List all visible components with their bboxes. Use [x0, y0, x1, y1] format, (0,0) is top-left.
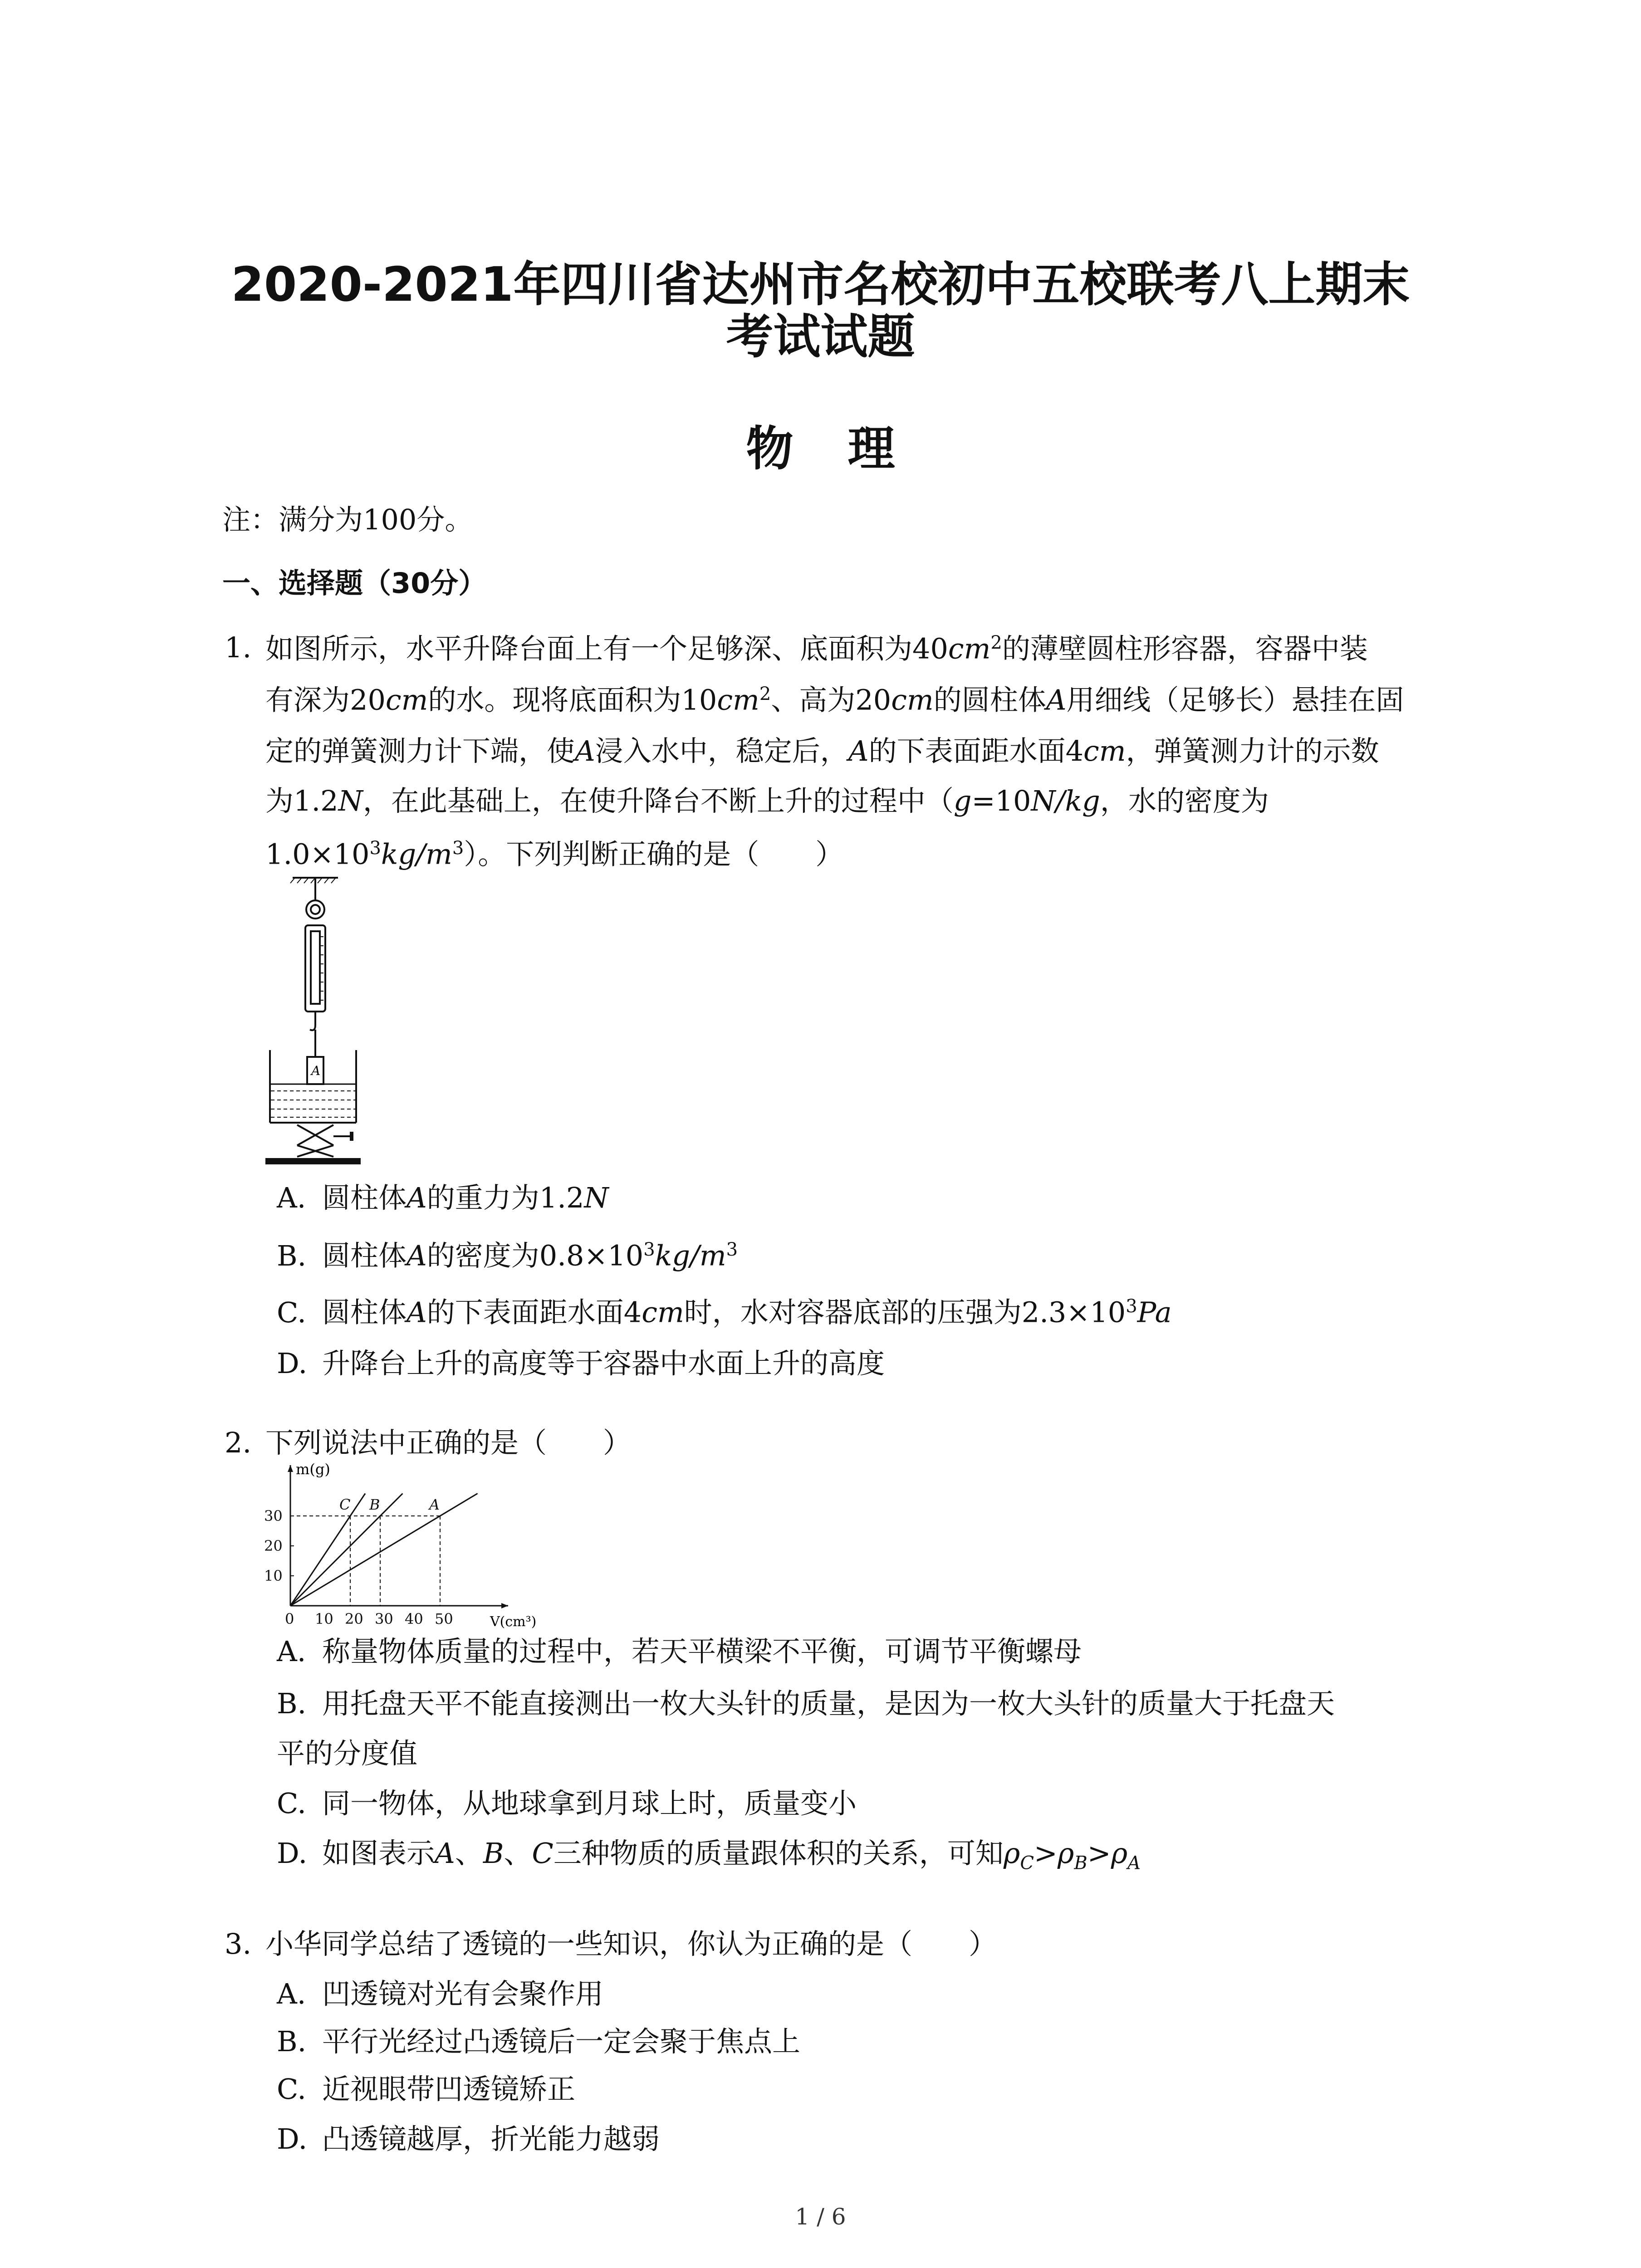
series-label-A: A [429, 1496, 440, 1513]
series-label-C: C [339, 1496, 351, 1513]
q1-line-2: 有深为20cm的水。现将底面积为$10cm^2$、高为20cm的圆柱体A用细线（足够长）悬挂在固 [265, 683, 1404, 717]
x-tick-label: 50 [435, 1610, 453, 1628]
q3-option-a: A. 凹透镜对光有会聚作用 [277, 1977, 604, 2010]
y-tick-label: 20 [264, 1537, 283, 1554]
spring-scale-figure [261, 873, 365, 1168]
q3-option-b: B. 平行光经过凸透镜后一定会聚于焦点上 [277, 2025, 801, 2058]
series-line-A [290, 1494, 478, 1606]
subject-heading [136, 411, 1505, 479]
x-axis-arrow [501, 1603, 508, 1608]
q1-line-5: $1.0\times 10^3kg/m^3$）。下列判断正确的是（ ） [265, 837, 844, 871]
q2-option-a: A. 称量物体质量的过程中，若天平横梁不平衡，可调节平衡螺母 [277, 1635, 1082, 1668]
x-tick-label: 30 [375, 1610, 393, 1628]
exam-title-line2: 考试试题 [726, 309, 915, 364]
q3-number: 3. [225, 1927, 252, 1960]
q1-line-1: 如图所示，水平升降台面上有一个足够深、底面积为$40cm^2$的薄壁圆柱形容器，容器中装 [265, 632, 1368, 665]
section-heading: 一、选择题（30分） [222, 567, 487, 600]
x-tick-label: 40 [405, 1610, 423, 1628]
score-note: 注：满分为100分。 [222, 503, 473, 536]
q3-stem: 小华同学总结了透镜的一些知识，你认为正确的是（ ） [265, 1927, 997, 1960]
mass-volume-chart [254, 1456, 544, 1628]
x-axis-label: V(cm³) [490, 1614, 537, 1628]
q1-line-3: 定的弹簧测力计下端，使A浸入水中，稳定后，A的下表面距水面4cm，弹簧测力计的示数 [265, 734, 1379, 767]
q2-option-b: B. 用托盘天平不能直接测出一枚大头针的质量，是因为一枚大头针的质量大于托盘天 [277, 1687, 1335, 1720]
q2-number: 2. [225, 1426, 252, 1459]
q3-option-d: D. 凸透镜越厚，折光能力越弱 [277, 2122, 660, 2156]
q1-option-c: C. 圆柱体A的下表面距水面4cm时，水对容器底部的压强为$2.3\times 10^3Pa$ [277, 1295, 1172, 1329]
q1-option-d: D. 升降台上升的高度等于容器中水面上升的高度 [277, 1347, 885, 1380]
q1-option-a: A. 圆柱体A的重力为1.2N [277, 1181, 609, 1214]
q1-option-b: B. 圆柱体A的密度为$0.8\times 10^3kg/m^3$ [277, 1239, 738, 1272]
y-axis-label: m(g) [296, 1461, 330, 1478]
x-tick-label: 10 [315, 1610, 333, 1628]
subject-char-2: 理 [847, 421, 895, 476]
q3-option-c: C. 近视眼带凹透镜矫正 [277, 2072, 576, 2106]
page-number: 1 / 6 [795, 2204, 846, 2230]
y-tick-label: 10 [264, 1567, 283, 1584]
q2-option-b-cont: 平的分度值 [277, 1737, 418, 1770]
q2-stem: 下列说法中正确的是（ ） [265, 1426, 632, 1459]
x-tick-label: 20 [345, 1610, 363, 1628]
q1-number: 1. [225, 631, 252, 664]
y-axis-arrow [288, 1465, 293, 1472]
x-tick-label: 0 [285, 1610, 294, 1628]
q2-option-d: D. 如图表示A、B、C三种物质的质量跟体积的关系，可知$\rho_C>\rho_B>\rho_A$ [277, 1837, 1141, 1874]
q1-line-4: 为1.2N，在此基础上，在使升降台不断上升的过程中（g=10N/kg，水的密度为 [265, 784, 1269, 817]
exam-title-line1: 2020-2021年四川省达州市名校初中五校联考八上期末 [231, 257, 1410, 312]
q2-option-c: C. 同一物体，从地球拿到月球上时，质量变小 [277, 1787, 857, 1820]
series-line-C [290, 1494, 365, 1606]
cylinder-a-label: A [311, 1063, 321, 1078]
y-tick-label: 30 [264, 1507, 283, 1525]
subject-char-1: 物 [746, 421, 794, 476]
series-label-B: B [369, 1496, 380, 1513]
